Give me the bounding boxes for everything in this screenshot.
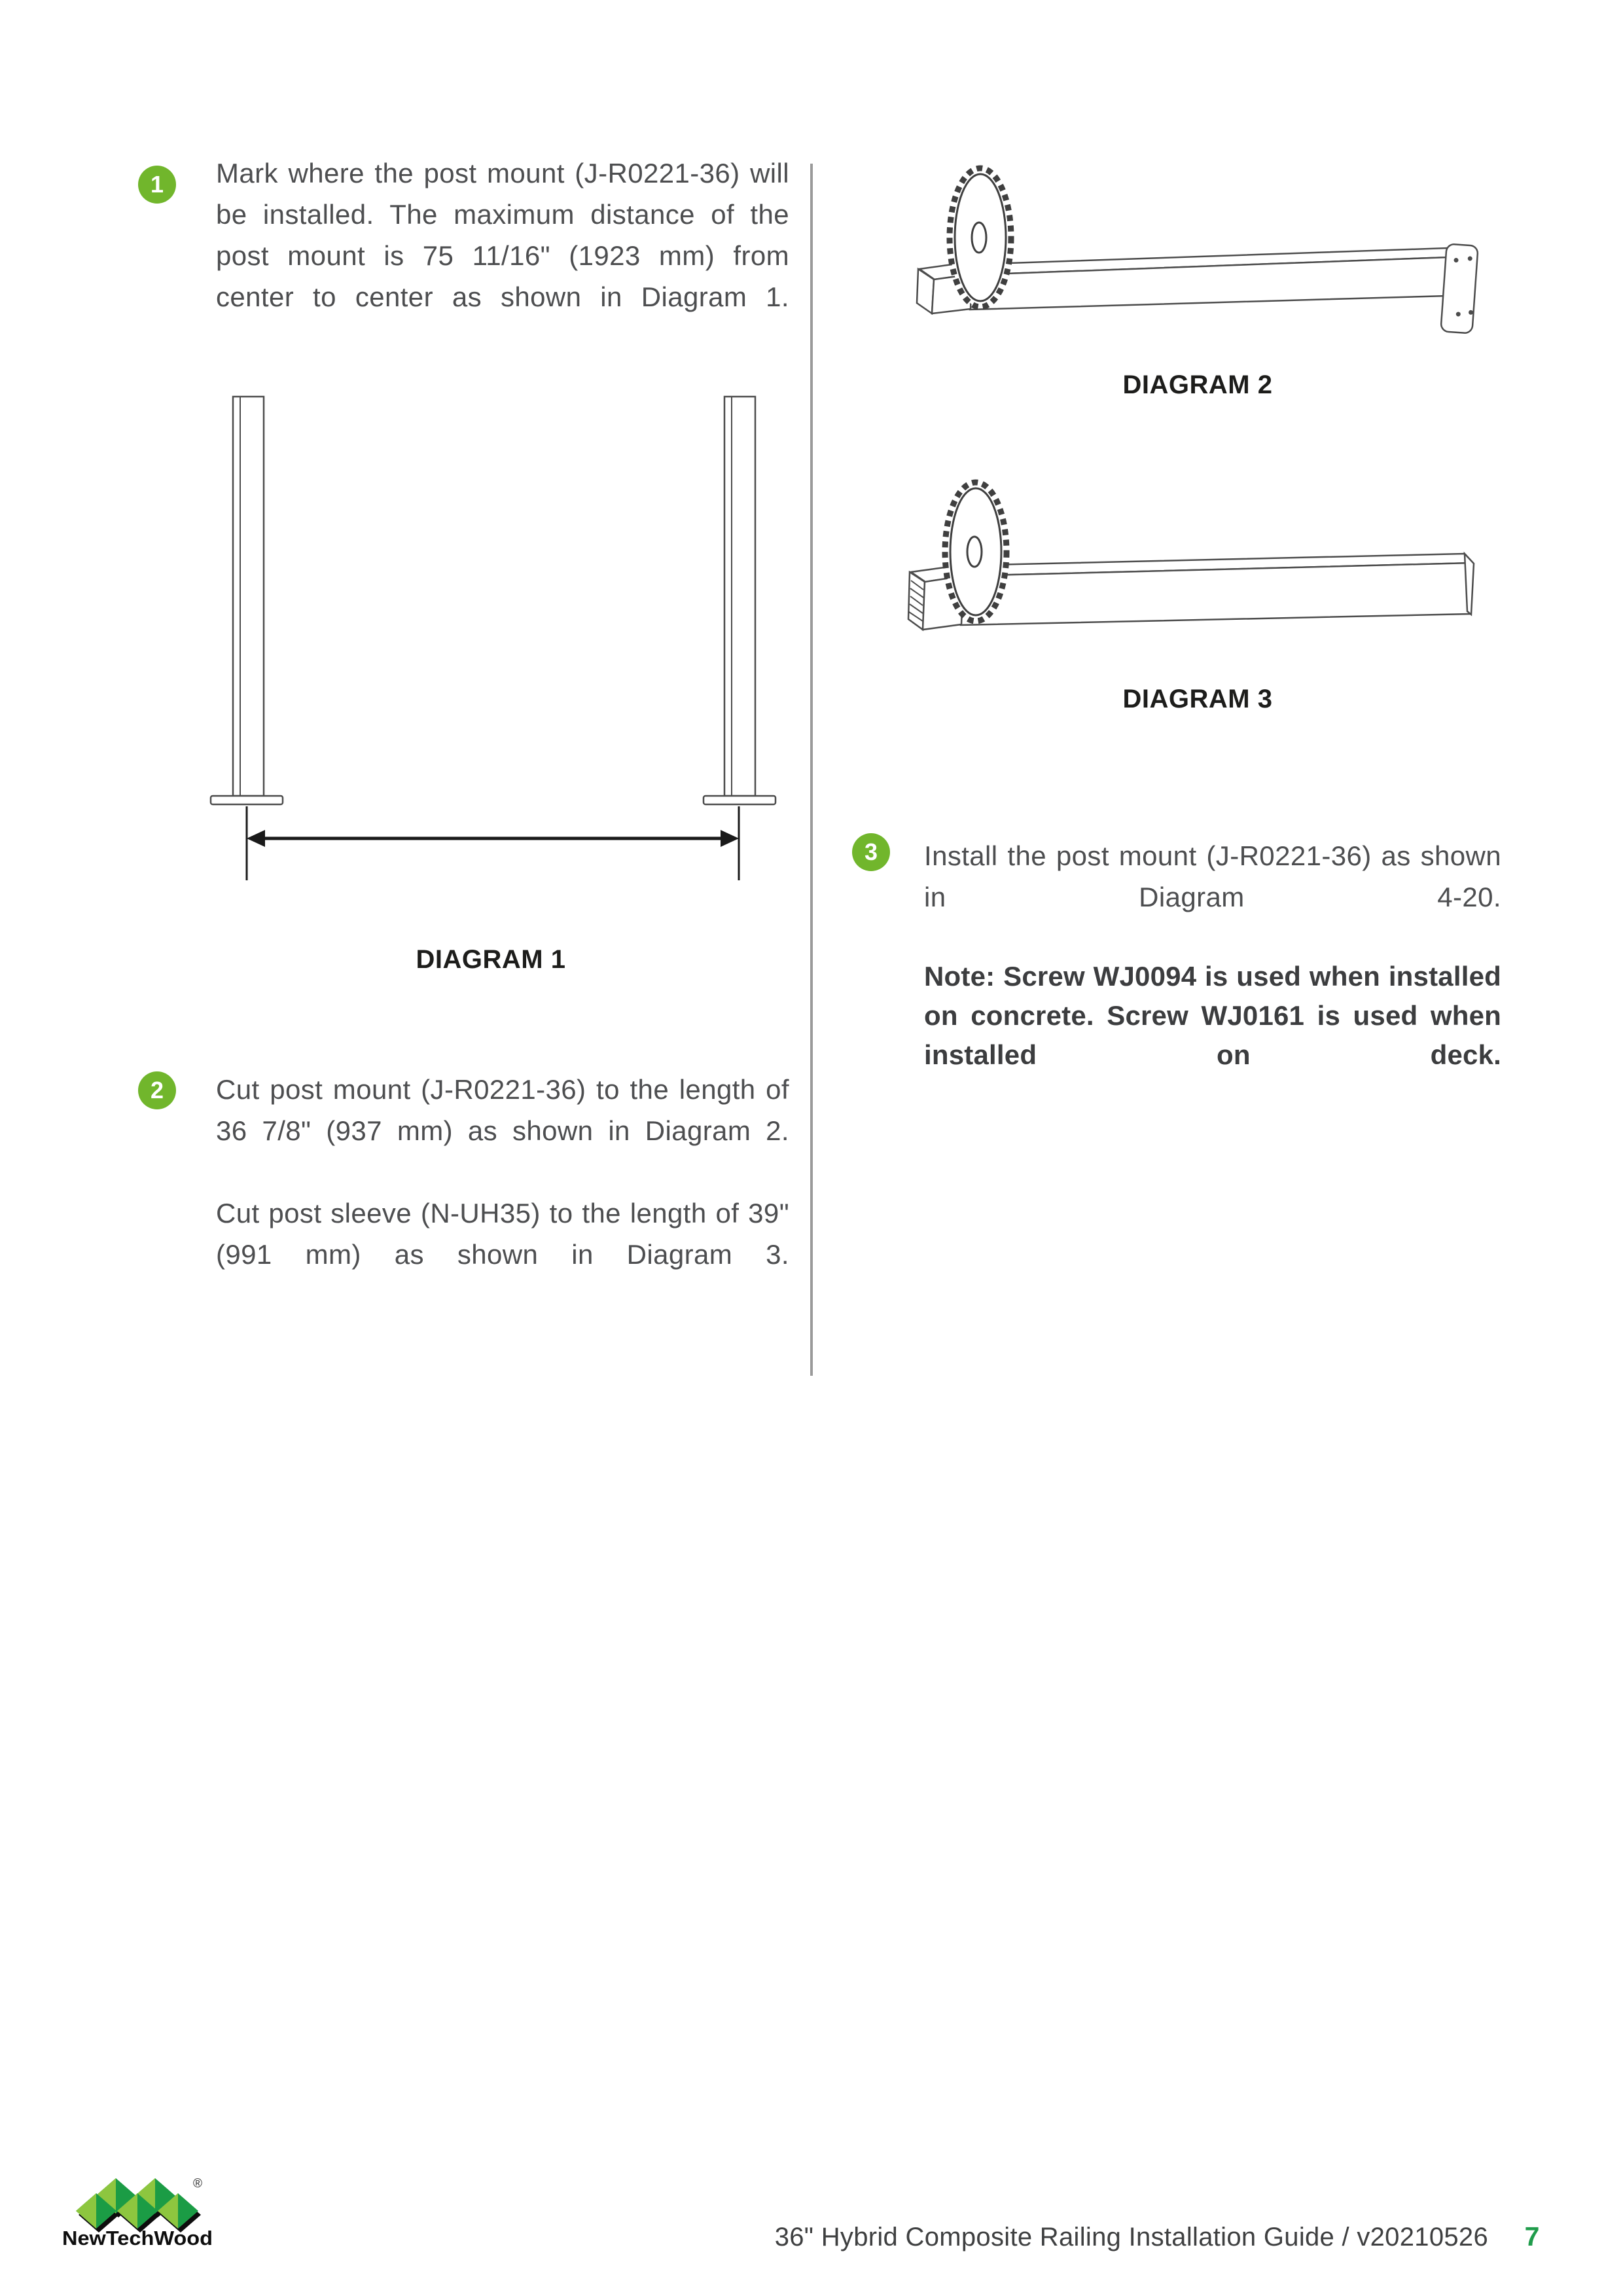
step-3-note: Note: Screw WJ0094 is used when installed on concrete. Screw WJ0161 is used when installed on deck.	[924, 961, 1501, 1070]
newtechwood-logo	[61, 2172, 218, 2250]
footer-guide-title: 36" Hybrid Composite Railing Installation Guide / v20210526	[774, 2223, 1488, 2251]
saw-blade-icon	[950, 168, 1011, 307]
logo-wordmark: NewTechWood	[62, 2227, 213, 2250]
saw-blade-icon	[945, 482, 1007, 621]
diagram-2-caption: DIAGRAM 2	[1122, 370, 1273, 399]
footer-page-number: 7	[1524, 2221, 1540, 2251]
post-sleeve-tube	[961, 554, 1474, 625]
step-2-text-cut-sleeve: Cut post sleeve (N-UH35) to the length of 39" (991 mm) as shown in Diagram 3.	[216, 1198, 789, 1270]
mount-flange	[1440, 243, 1478, 333]
column-divider	[810, 164, 813, 1376]
diagram-2-drawing	[910, 151, 1486, 347]
step-2-text-cut-mount: Cut post mount (J-R0221-36) to the length of 36 7/8" (937 mm) as shown in Diagram 2.	[216, 1074, 789, 1146]
registered-mark: ®	[193, 2177, 202, 2191]
step-1-text: Mark where the post mount (J-R0221-36) will be installed. The maximum distance of the post mount is 75 11/16" (1923 mm) from center to center as shown in Diagram 1.	[216, 158, 789, 312]
step-3-text: Install the post mount (J-R0221-36) as shown in Diagram 4-20.	[924, 840, 1501, 912]
logo-diamonds-icon	[76, 2178, 201, 2233]
post-mount-tube	[970, 248, 1449, 310]
diagram-1-drawing	[203, 389, 779, 900]
step-2-badge: 2	[138, 1071, 176, 1109]
dimension-arrow	[247, 806, 739, 880]
post-right-illustration	[704, 397, 776, 804]
step-1-badge: 1	[138, 166, 176, 204]
step-3-badge: 3	[852, 833, 890, 871]
post-left-illustration	[211, 397, 283, 804]
diagram-3-drawing	[903, 465, 1486, 664]
diagram-3-caption: DIAGRAM 3	[1122, 685, 1273, 713]
diagram-1-caption: DIAGRAM 1	[416, 945, 566, 974]
